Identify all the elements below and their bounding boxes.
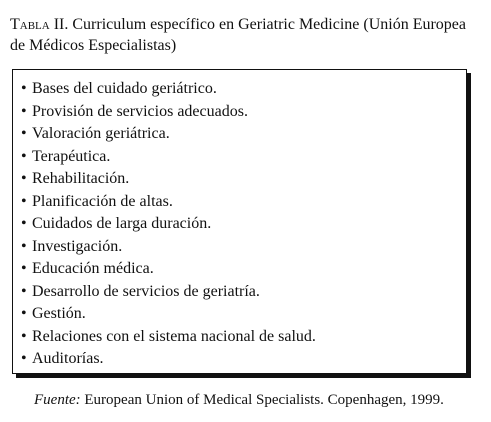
source-text: European Union of Medical Specialists. Copenhagen, 1999. (80, 392, 444, 408)
source-note (34, 390, 444, 410)
list-item (21, 258, 466, 281)
bullet-icon: • (21, 327, 27, 345)
list-item (21, 236, 466, 259)
bullet-icon: • (21, 125, 27, 142)
list-item-text: Terapéutica. (32, 147, 111, 165)
bullet-icon: • (21, 305, 27, 322)
list-item-text: Gestión. (32, 305, 86, 322)
source-label: Fuente: (34, 392, 81, 408)
table-label: Tabla II. (10, 16, 69, 33)
bullet-icon: • (21, 237, 27, 255)
list-item (21, 213, 466, 236)
list-item (21, 146, 466, 169)
bullet-icon: • (21, 102, 27, 120)
bullet-icon: • (21, 170, 27, 187)
list-item-text: Valoración geriátrica. (32, 125, 170, 142)
list-item (21, 168, 466, 191)
bullet-icon: • (21, 192, 27, 210)
list-item-text: Auditorías. (32, 350, 104, 367)
bullet-icon: • (21, 80, 27, 97)
table-title: Curriculum específico en Geriatric Medicine (Unión Europea de Médicos Especialistas) (10, 16, 466, 54)
table-caption (10, 14, 482, 56)
bullet-icon: • (21, 215, 27, 232)
list-item-text: Rehabilitación. (32, 170, 130, 187)
list-item (21, 78, 466, 101)
list-item-text: Planificación de altas. (32, 192, 173, 210)
list-item-text: Bases del cuidado geriátrico. (32, 80, 217, 97)
list-item-text: Investigación. (32, 237, 123, 255)
list-item (21, 191, 466, 214)
list-item-text: Desarrollo de servicios de geriatría. (32, 282, 260, 300)
curriculum-list (13, 70, 466, 371)
list-item-text: Cuidados de larga duración. (32, 215, 212, 232)
list-item (21, 348, 466, 371)
list-item-text: Provisión de servicios adecuados. (32, 102, 248, 120)
bullet-icon: • (21, 147, 27, 165)
curriculum-box (12, 69, 467, 374)
list-item-text: Relaciones con el sistema nacional de salud. (32, 327, 316, 345)
list-item (21, 326, 466, 349)
list-item-text: Educación médica. (32, 260, 154, 277)
bullet-icon: • (21, 260, 27, 277)
list-item (21, 101, 466, 124)
bullet-icon: • (21, 282, 27, 300)
bullet-icon: • (21, 350, 27, 367)
list-item (21, 123, 466, 146)
list-item (21, 303, 466, 326)
list-item (21, 281, 466, 304)
